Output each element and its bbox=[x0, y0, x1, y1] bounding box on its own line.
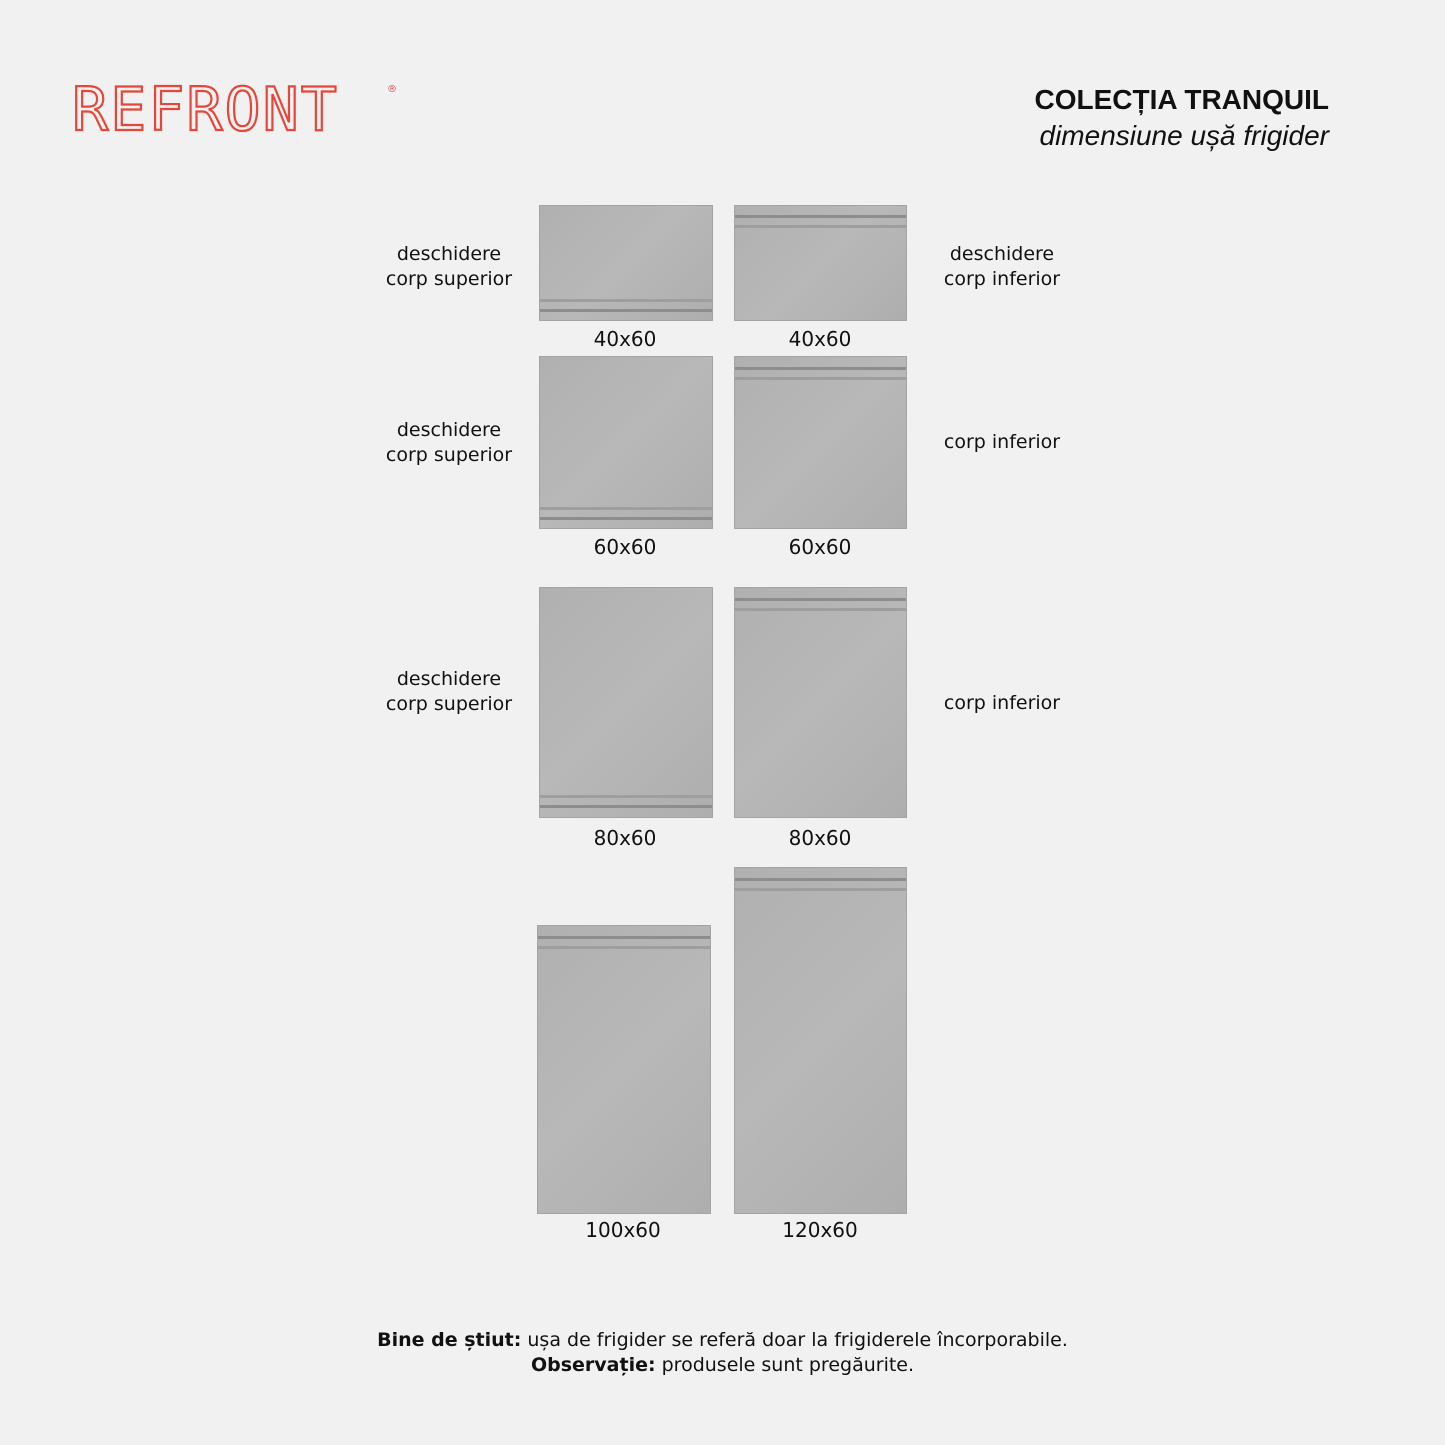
row2-right-label: corp inferior bbox=[943, 431, 1061, 453]
size-label: 80x60 bbox=[593, 826, 657, 850]
note-observation-text: produsele sunt pregăurite. bbox=[655, 1354, 915, 1376]
size-label: 60x60 bbox=[788, 535, 852, 559]
note-observation-label: Observație: bbox=[530, 1354, 656, 1376]
door-40x60-lower bbox=[734, 205, 907, 321]
collection-title: COLECȚIA TRANQUIL bbox=[1034, 84, 1329, 115]
note-good-to-know bbox=[0, 1327, 1445, 1353]
size-label: 100x60 bbox=[585, 1218, 661, 1242]
door-80x60-upper bbox=[539, 587, 713, 818]
size-label: 40x60 bbox=[788, 327, 852, 351]
size-label: 60x60 bbox=[593, 535, 657, 559]
row3-left-label: deschidere corp superior bbox=[385, 668, 513, 715]
note-good-to-know-text: ușa de frigider se referă doar la frigiderele încorporabile. bbox=[521, 1329, 1068, 1351]
door-80x60-lower bbox=[734, 587, 907, 818]
door-100x60 bbox=[537, 925, 711, 1214]
size-label: 120x60 bbox=[782, 1218, 858, 1242]
door-120x60 bbox=[734, 867, 907, 1214]
note-good-to-know-label: Bine de știut: bbox=[377, 1329, 522, 1351]
row1-left-label: deschidere corp superior bbox=[385, 243, 513, 290]
note-observation bbox=[0, 1352, 1445, 1378]
collection-subtitle: dimensiune ușă frigider bbox=[1039, 120, 1329, 151]
title-block bbox=[1035, 82, 1330, 154]
door-40x60-upper bbox=[539, 205, 713, 321]
row2-left-label: deschidere corp superior bbox=[385, 419, 513, 466]
door-60x60-upper bbox=[539, 356, 713, 529]
size-label: 40x60 bbox=[593, 327, 657, 351]
row3-right-label: corp inferior bbox=[943, 692, 1061, 714]
door-60x60-lower bbox=[734, 356, 907, 529]
registered-mark: ® bbox=[387, 84, 397, 95]
size-label: 80x60 bbox=[788, 826, 852, 850]
brand-logo: REFRONT bbox=[72, 75, 339, 145]
row1-right-label: deschidere corp inferior bbox=[943, 243, 1061, 290]
